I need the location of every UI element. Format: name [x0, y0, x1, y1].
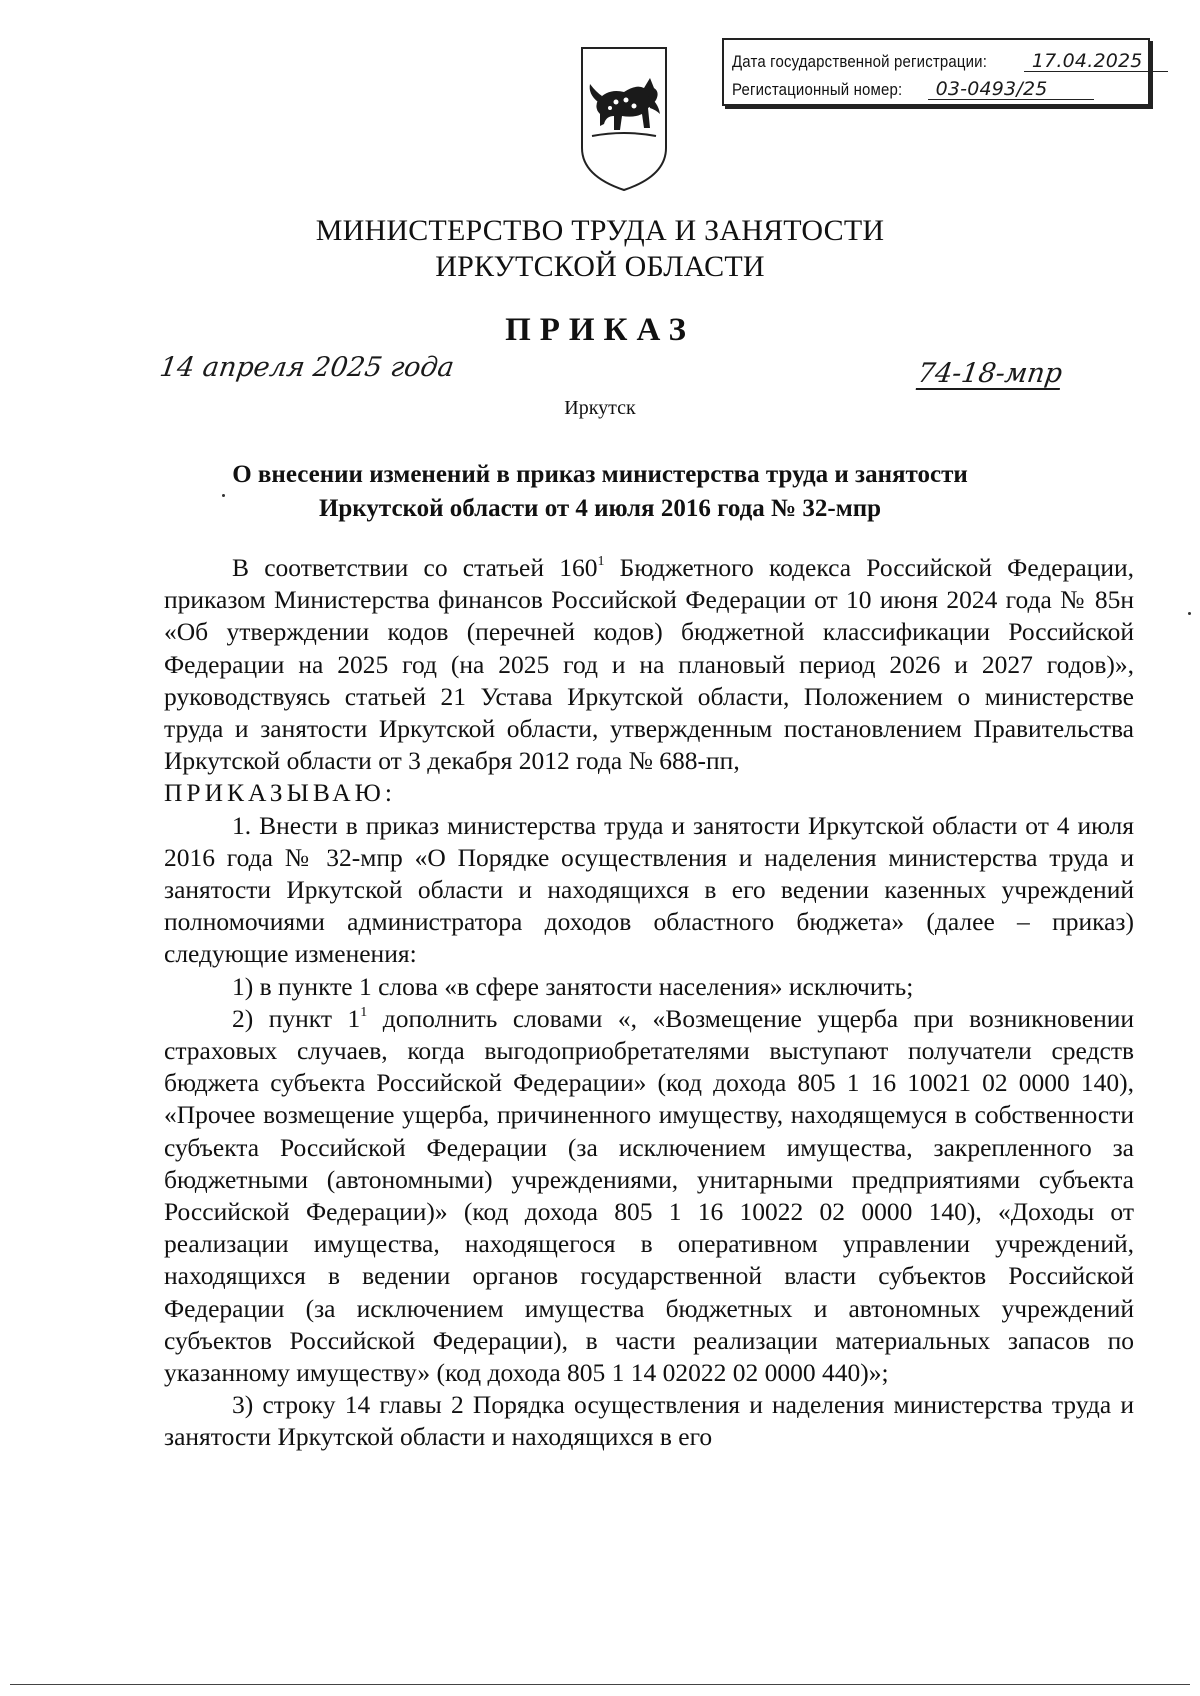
scan-speck [222, 494, 225, 497]
registration-number-label: Регистационный номер: [732, 80, 903, 99]
handwritten-order-number: 74-18-мпр [915, 358, 1065, 389]
registration-number-row [732, 74, 1094, 100]
preamble-paragraph: В соответствии со статьей $160^1$ Бюджетного кодекса Российской Федерации, приказом Министерства финансов Российской Федерации от 10 июня 2024 года № 85н «Об утверждении кодов (перечней кодов) бюджетной классификации Российской Федерации на 2025 год (на 2025 год и на плановый период 2026 и 2027 годов)», руководствуясь статьей 21 Устава Иркутской области, Положением о министерстве труда и занятости Иркутской области, утвержденным постановлением Правительства Иркутской области от 3 декабря 2012 года № 688-пп, [164, 553, 1134, 776]
registration-date-label: Дата государственной регистрации: [732, 52, 988, 71]
city-name: Иркутск [564, 397, 636, 419]
subject-line2: Иркутской области от 4 июля 2016 года № 32-мпр [318, 495, 882, 522]
order-body [164, 552, 1134, 1454]
subitem-1-paragraph: 1) в пункте 1 слова «в сфере занятости населения» исключить; [232, 971, 914, 1001]
item-1-paragraph: 1. Внести в приказ министерства труда и занятости Иркутской области от 4 июля 2016 года № 32-мпр «О Порядке осуществления и наделения министерства труда и занятости Иркутской области и находящихся в его ведении казенных учреждений полномочиями администратора доходов областного бюджета» (далее – приказ) следующие изменения: [164, 810, 1134, 969]
org-name-line2: ИРКУТСКОЙ ОБЛАСТИ [435, 250, 765, 283]
doc-type-title: ПРИКАЗ [505, 312, 695, 348]
registration-date-row [732, 46, 1168, 72]
org-name-line1: МИНИСТЕРСТВО ТРУДА И ЗАНЯТОСТИ [315, 214, 885, 247]
registration-stamp [722, 38, 1150, 106]
subitem-3-paragraph: 3) строку 14 главы 2 Порядка осуществления и наделения министерства труда и занятости Иркутской области и находящихся в его [164, 1390, 1134, 1452]
subject-line1: О внесении изменений в приказ министерства труда и занятости [232, 461, 968, 488]
subitem-2-paragraph: 2) пункт $1^1$ дополнить словами «, «Возмещение ущерба при возникновении страховых случаев, когда выгодоприобретателями выступают получатели средств бюджета субъекта Российской Федерации» (код дохода 805 1 16 10021 02 0000 140), «Прочее возмещение ущерба, причиненного имуществу, находящемуся в собственности субъекта Российской Федерации (за исключением имущества, закрепленного за бюджетными (автономными) учреждениями, унитарными предприятиями субъекта Российской Федерации)» (код дохода 805 1 16 10022 02 0000 140), «Доходы от реализации имущества, находящегося в оперативном управлении учреждений, находящихся в ведении органов государственной власти субъектов Российской Федерации (за исключением имущества бюджетных и автономных учреждений субъектов Российской Федерации), в части реализации материальных запасов по указанному имуществу» (код дохода 805 1 14 02022 02 0000 440)»; [164, 1003, 1135, 1388]
scan-speck [1188, 612, 1191, 615]
registration-date-value: 17.04.2025 [1024, 51, 1168, 72]
handwritten-date: 14 апреля 2025 года [157, 352, 456, 383]
page-bottom-edge [10, 1684, 1190, 1685]
order-subject [0, 458, 1200, 526]
registration-number-value: 03-0493/25 [928, 79, 1094, 100]
command-word: ПРИКАЗЫВАЮ: [164, 778, 396, 808]
coat-of-arms-icon [578, 44, 670, 194]
